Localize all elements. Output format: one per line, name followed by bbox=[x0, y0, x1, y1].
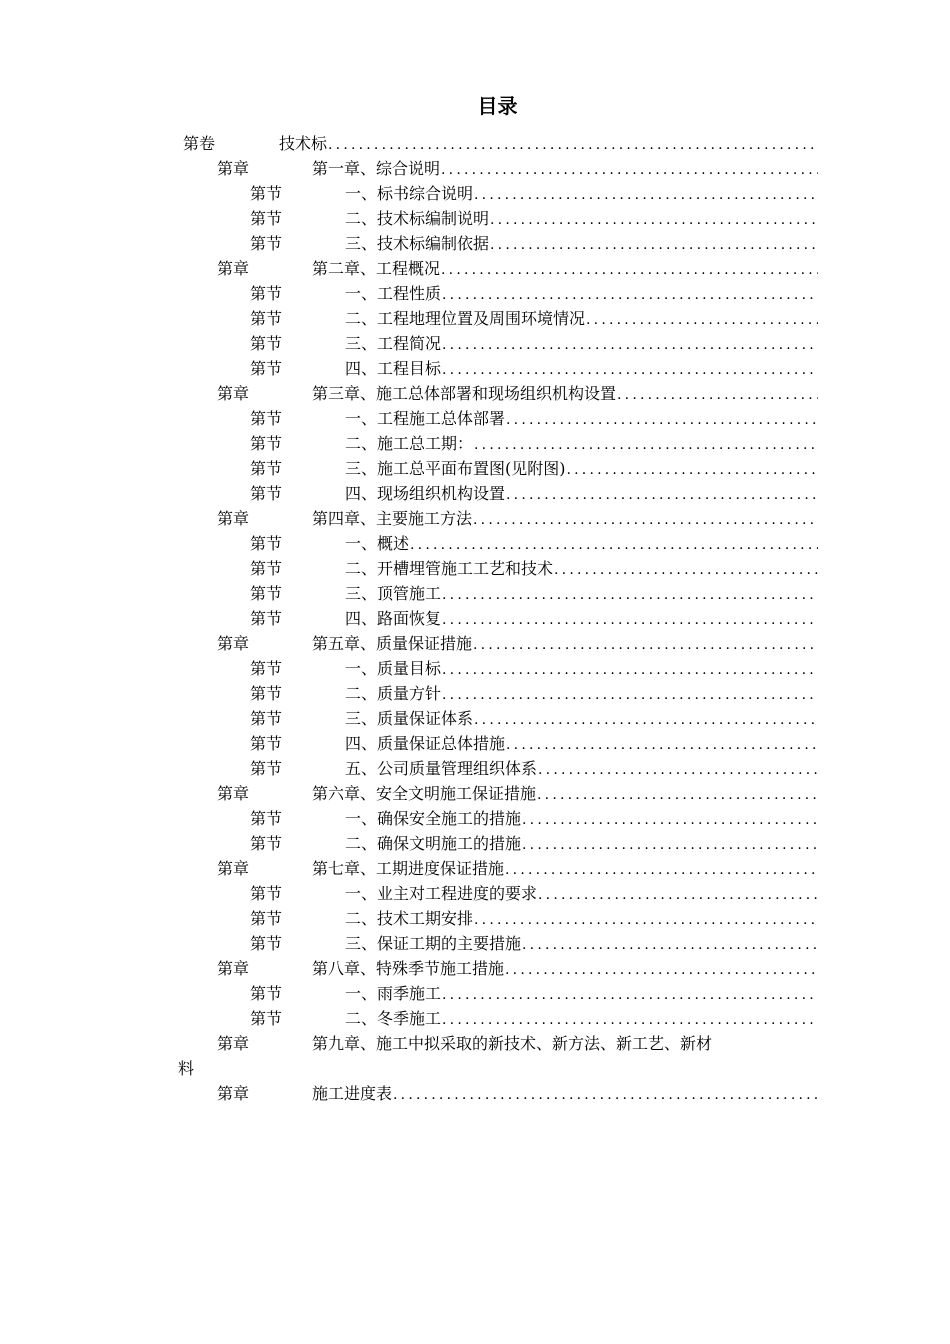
toc-entry[interactable] bbox=[345, 981, 818, 1008]
toc-row bbox=[0, 1081, 950, 1106]
toc-entry-prefix: 第节 bbox=[250, 459, 283, 478]
table-of-contents bbox=[0, 131, 950, 1106]
toc-entry-title: 二、确保文明施工的措施 bbox=[345, 834, 522, 853]
toc-entry[interactable] bbox=[345, 706, 818, 733]
toc-row bbox=[0, 506, 950, 531]
toc-entry-title: 二、开槽埋管施工工艺和技术 bbox=[345, 559, 554, 578]
toc-dot-leader bbox=[474, 908, 818, 933]
toc-entry[interactable] bbox=[345, 881, 818, 908]
toc-row bbox=[0, 281, 950, 306]
toc-entry-prefix: 第节 bbox=[250, 434, 283, 453]
toc-dot-leader bbox=[442, 683, 818, 708]
toc-entry-title: 第六章、安全文明施工保证措施 bbox=[312, 784, 537, 803]
toc-entry-title: 一、业主对工程进度的要求 bbox=[345, 884, 538, 903]
toc-entry[interactable] bbox=[345, 231, 818, 258]
toc-dot-leader bbox=[522, 833, 818, 858]
toc-entry-title: 三、工程简况 bbox=[345, 334, 442, 353]
toc-entry[interactable] bbox=[345, 581, 818, 608]
toc-dot-leader bbox=[328, 133, 818, 158]
toc-entry-prefix: 第章 bbox=[217, 1034, 250, 1053]
toc-entry-prefix: 第节 bbox=[250, 684, 283, 703]
toc-entry-prefix: 第章 bbox=[217, 384, 250, 403]
toc-row bbox=[0, 731, 950, 756]
toc-entry-prefix: 第节 bbox=[250, 584, 283, 603]
toc-row bbox=[0, 231, 950, 256]
toc-row bbox=[0, 306, 950, 331]
toc-entry[interactable] bbox=[312, 956, 818, 983]
toc-entry-prefix: 第节 bbox=[250, 234, 283, 253]
toc-entry-title: 三、施工总平面布置图(见附图) bbox=[345, 459, 566, 478]
toc-entry[interactable] bbox=[345, 656, 818, 683]
toc-entry-prefix: 第节 bbox=[250, 834, 283, 853]
toc-entry-title: 第四章、主要施工方法 bbox=[312, 509, 473, 528]
toc-entry[interactable] bbox=[312, 1081, 818, 1108]
toc-dot-leader bbox=[554, 558, 818, 583]
toc-dot-leader bbox=[442, 658, 818, 683]
toc-row bbox=[0, 606, 950, 631]
toc-entry-title: 一、标书综合说明 bbox=[345, 184, 474, 203]
toc-row bbox=[0, 756, 950, 781]
toc-entry-prefix: 第章 bbox=[217, 159, 250, 178]
toc-entry-title: 二、冬季施工 bbox=[345, 1009, 442, 1028]
toc-entry-prefix: 第节 bbox=[250, 1009, 283, 1028]
toc-row bbox=[0, 656, 950, 681]
toc-dot-leader bbox=[617, 383, 818, 408]
toc-entry-title: 三、技术标编制依据 bbox=[345, 234, 490, 253]
toc-row bbox=[0, 331, 950, 356]
toc-row bbox=[0, 1031, 950, 1056]
toc-row bbox=[0, 181, 950, 206]
toc-entry[interactable] bbox=[345, 806, 818, 833]
toc-dot-leader bbox=[473, 633, 818, 658]
toc-dot-leader bbox=[442, 583, 818, 608]
toc-row bbox=[0, 531, 950, 556]
toc-entry-title: 第五章、质量保证措施 bbox=[312, 634, 473, 653]
toc-entry-title: 第八章、特殊季节施工措施 bbox=[312, 959, 505, 978]
toc-entry-prefix: 第节 bbox=[250, 309, 283, 328]
toc-entry[interactable] bbox=[312, 256, 818, 283]
toc-entry-prefix: 第章 bbox=[217, 634, 250, 653]
toc-dot-leader bbox=[505, 958, 818, 983]
toc-entry-title: 一、质量目标 bbox=[345, 659, 442, 678]
toc-row bbox=[0, 981, 950, 1006]
toc-entry-title: 第一章、综合说明 bbox=[312, 159, 441, 178]
toc-entry[interactable] bbox=[345, 356, 818, 383]
toc-entry[interactable] bbox=[345, 931, 818, 958]
toc-entry[interactable] bbox=[345, 406, 818, 433]
toc-dot-leader bbox=[490, 233, 818, 258]
toc-entry-prefix: 第节 bbox=[250, 709, 283, 728]
toc-entry-prefix: 第节 bbox=[250, 909, 283, 928]
toc-row bbox=[0, 256, 950, 281]
toc-entry-title: 三、保证工期的主要措施 bbox=[345, 934, 522, 953]
toc-dot-leader bbox=[474, 433, 818, 458]
toc-entry-prefix: 第章 bbox=[217, 859, 250, 878]
toc-entry-title: 第二章、工程概况 bbox=[312, 259, 441, 278]
toc-dot-leader bbox=[473, 508, 818, 533]
toc-dot-leader bbox=[522, 808, 818, 833]
toc-entry[interactable] bbox=[279, 131, 818, 158]
toc-entry-title: 第九章、施工中拟采取的新技术、新方法、新工艺、新材 bbox=[312, 1034, 713, 1053]
toc-entry-title: 技术标 bbox=[279, 134, 328, 153]
toc-row bbox=[0, 681, 950, 706]
toc-entry[interactable] bbox=[345, 331, 818, 358]
toc-dot-leader bbox=[538, 758, 818, 783]
toc-entry-prefix: 第节 bbox=[250, 184, 283, 203]
toc-entry-title: 四、质量保证总体措施 bbox=[345, 734, 506, 753]
toc-entry-prefix: 第节 bbox=[250, 884, 283, 903]
toc-entry[interactable] bbox=[345, 531, 818, 558]
toc-row bbox=[0, 806, 950, 831]
toc-dot-leader bbox=[441, 258, 818, 283]
toc-dot-leader bbox=[537, 783, 818, 808]
toc-entry-prefix: 第节 bbox=[250, 984, 283, 1003]
toc-entry-continuation: 料 bbox=[178, 1059, 195, 1078]
toc-entry-title: 二、技术标编制说明 bbox=[345, 209, 490, 228]
toc-entry[interactable] bbox=[345, 1006, 818, 1033]
toc-entry-title: 一、概述 bbox=[345, 534, 410, 553]
toc-entry[interactable] bbox=[312, 631, 818, 658]
toc-row bbox=[0, 706, 950, 731]
toc-entry-prefix: 第节 bbox=[250, 809, 283, 828]
toc-entry-prefix: 第节 bbox=[250, 284, 283, 303]
toc-row bbox=[0, 906, 950, 931]
toc-entry-prefix: 第章 bbox=[217, 959, 250, 978]
toc-row bbox=[0, 356, 950, 381]
toc-entry-prefix: 第节 bbox=[250, 334, 283, 353]
toc-dot-leader bbox=[474, 183, 818, 208]
toc-entry-title: 四、工程目标 bbox=[345, 359, 442, 378]
toc-row bbox=[0, 856, 950, 881]
toc-entry-title: 二、工程地理位置及周围环境情况 bbox=[345, 309, 586, 328]
toc-entry-title: 施工进度表 bbox=[312, 1084, 393, 1103]
toc-entry[interactable] bbox=[345, 181, 818, 208]
toc-row bbox=[0, 956, 950, 981]
toc-dot-leader bbox=[522, 933, 818, 958]
toc-row bbox=[0, 381, 950, 406]
toc-dot-leader bbox=[506, 408, 818, 433]
toc-row bbox=[0, 781, 950, 806]
page-title: 目录 bbox=[477, 94, 518, 118]
toc-entry[interactable] bbox=[345, 681, 818, 708]
toc-dot-leader bbox=[442, 1008, 818, 1033]
toc-entry-prefix: 第节 bbox=[250, 759, 283, 778]
toc-entry-title: 二、技术工期安排 bbox=[345, 909, 474, 928]
toc-dot-leader bbox=[490, 208, 818, 233]
toc-entry-prefix: 第章 bbox=[217, 784, 250, 803]
toc-row bbox=[0, 881, 950, 906]
toc-entry[interactable] bbox=[345, 606, 818, 633]
toc-entry[interactable] bbox=[345, 756, 818, 783]
toc-row bbox=[0, 631, 950, 656]
toc-entry-prefix: 第节 bbox=[250, 934, 283, 953]
toc-entry-prefix: 第节 bbox=[250, 609, 283, 628]
toc-entry[interactable] bbox=[345, 481, 818, 508]
toc-entry-prefix: 第节 bbox=[250, 359, 283, 378]
toc-entry-title: 四、现场组织机构设置 bbox=[345, 484, 506, 503]
toc-entry-title: 一、雨季施工 bbox=[345, 984, 442, 1003]
toc-entry[interactable] bbox=[312, 781, 818, 808]
toc-entry-prefix: 第章 bbox=[217, 1084, 250, 1103]
toc-entry-title: 一、工程性质 bbox=[345, 284, 442, 303]
toc-entry[interactable] bbox=[312, 381, 818, 408]
toc-row bbox=[0, 1056, 950, 1081]
toc-row bbox=[0, 581, 950, 606]
toc-entry-prefix: 第节 bbox=[250, 484, 283, 503]
toc-row bbox=[0, 931, 950, 956]
toc-row bbox=[0, 156, 950, 181]
toc-entry-prefix: 第节 bbox=[250, 209, 283, 228]
toc-entry[interactable] bbox=[312, 1031, 712, 1056]
toc-dot-leader bbox=[567, 458, 819, 483]
toc-entry-prefix: 第节 bbox=[250, 659, 283, 678]
toc-entry-title: 五、公司质量管理组织体系 bbox=[345, 759, 538, 778]
toc-dot-leader bbox=[505, 858, 818, 883]
toc-dot-leader bbox=[506, 483, 818, 508]
toc-entry[interactable] bbox=[345, 281, 818, 308]
toc-entry[interactable] bbox=[312, 856, 818, 883]
toc-entry-prefix: 第章 bbox=[217, 259, 250, 278]
toc-row bbox=[0, 206, 950, 231]
toc-entry-title: 二、质量方针 bbox=[345, 684, 442, 703]
toc-entry-prefix: 第节 bbox=[250, 734, 283, 753]
toc-entry[interactable] bbox=[345, 731, 818, 758]
toc-entry[interactable] bbox=[345, 831, 818, 858]
toc-entry[interactable] bbox=[345, 431, 818, 458]
toc-dot-leader bbox=[442, 333, 818, 358]
toc-entry-title: 一、确保安全施工的措施 bbox=[345, 809, 522, 828]
toc-dot-leader bbox=[442, 983, 818, 1008]
toc-dot-leader bbox=[393, 1083, 818, 1108]
toc-row bbox=[0, 456, 950, 481]
toc-entry-title: 一、工程施工总体部署 bbox=[345, 409, 506, 428]
toc-row bbox=[0, 431, 950, 456]
toc-entry[interactable] bbox=[345, 456, 818, 483]
toc-dot-leader bbox=[410, 533, 818, 558]
toc-row bbox=[0, 831, 950, 856]
toc-row bbox=[0, 556, 950, 581]
toc-entry-title: 三、顶管施工 bbox=[345, 584, 442, 603]
toc-entry[interactable] bbox=[312, 156, 818, 183]
toc-dot-leader bbox=[442, 358, 818, 383]
toc-dot-leader bbox=[441, 158, 818, 183]
toc-entry[interactable] bbox=[312, 506, 818, 533]
toc-row bbox=[0, 406, 950, 431]
toc-entry[interactable] bbox=[345, 206, 818, 233]
toc-row bbox=[0, 131, 950, 156]
toc-entry-prefix: 第节 bbox=[250, 409, 283, 428]
toc-dot-leader bbox=[474, 708, 818, 733]
toc-entry-prefix: 第卷 bbox=[183, 134, 216, 153]
toc-entry-prefix: 第节 bbox=[250, 534, 283, 553]
toc-dot-leader bbox=[442, 283, 818, 308]
toc-entry-title: 第七章、工期进度保证措施 bbox=[312, 859, 505, 878]
toc-entry-title: 四、路面恢复 bbox=[345, 609, 442, 628]
toc-entry[interactable] bbox=[345, 556, 818, 583]
toc-dot-leader bbox=[586, 308, 818, 333]
toc-dot-leader bbox=[442, 608, 818, 633]
toc-row bbox=[0, 481, 950, 506]
toc-entry-title: 第三章、施工总体部署和现场组织机构设置 bbox=[312, 384, 617, 403]
toc-entry-title: 三、质量保证体系 bbox=[345, 709, 474, 728]
toc-row bbox=[0, 1006, 950, 1031]
toc-entry-prefix: 第章 bbox=[217, 509, 250, 528]
toc-entry-title: 二、施工总工期： bbox=[345, 434, 474, 453]
toc-entry[interactable] bbox=[345, 906, 818, 933]
toc-entry[interactable] bbox=[345, 306, 818, 333]
toc-dot-leader bbox=[506, 733, 818, 758]
toc-entry-prefix: 第节 bbox=[250, 559, 283, 578]
toc-dot-leader bbox=[538, 883, 818, 908]
